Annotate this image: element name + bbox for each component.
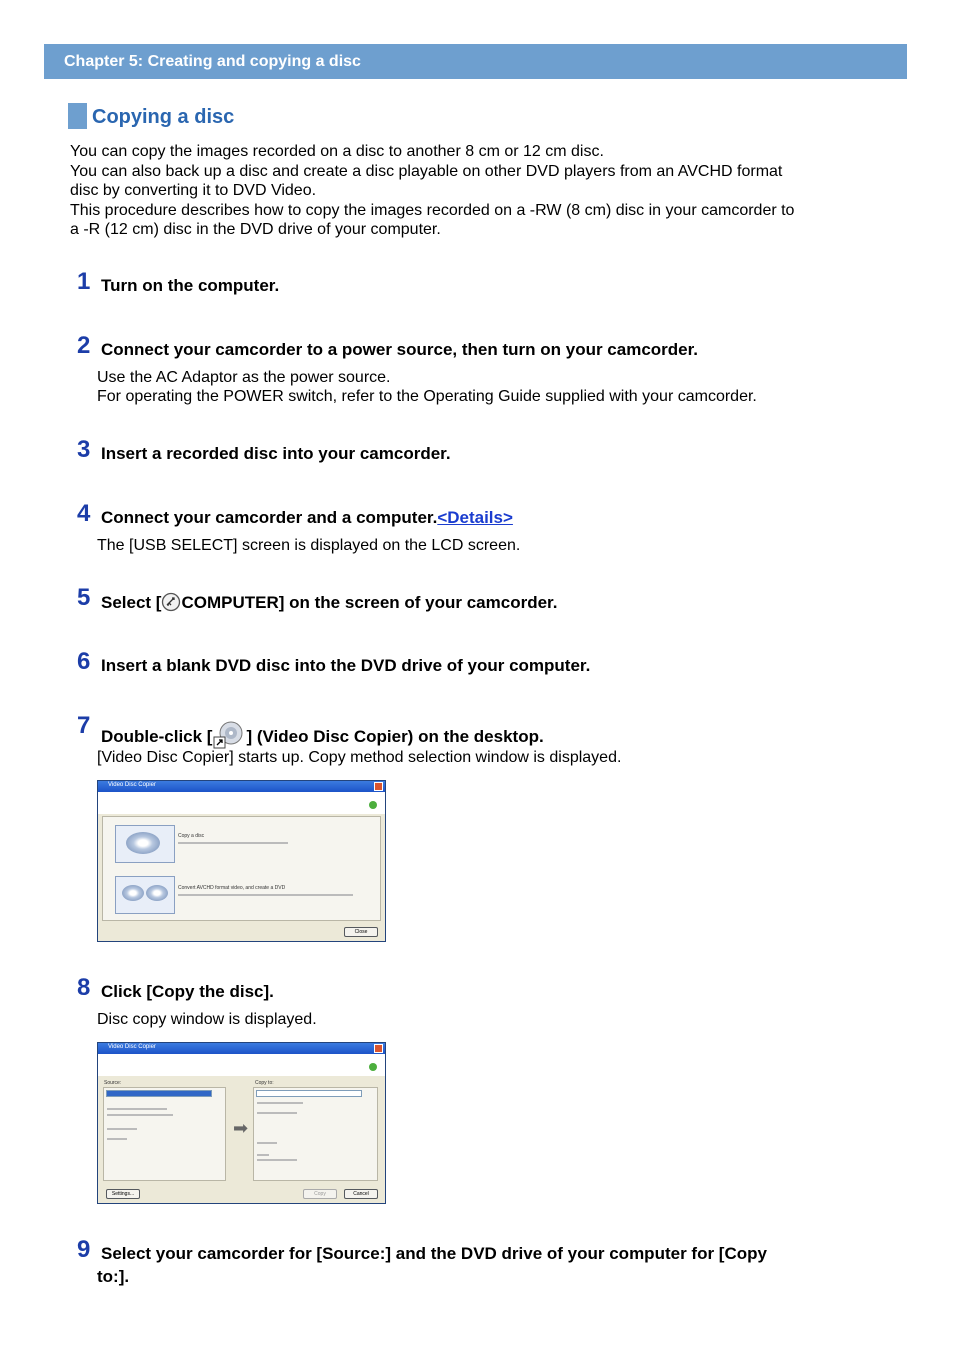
step-heading: Select your camcorder for [Source:] and the DVD drive of your computer for [Copy	[101, 1244, 767, 1263]
step-heading: Turn on the computer.	[101, 276, 280, 295]
intro-line: You can also back up a disc and create a disc playable on other DVD players from an AVCHD format	[70, 162, 783, 180]
intro-paragraph	[70, 142, 794, 240]
step-note: The [USB SELECT] screen is displayed on the LCD screen.	[97, 537, 521, 554]
step-number: 9	[77, 1236, 91, 1263]
close-icon	[374, 782, 383, 791]
step-heading-text: Connect your camcorder and a computer.	[101, 508, 438, 527]
help-icon	[369, 1063, 377, 1071]
intro-line: This procedure describes how to copy the images recorded on a -RW (8 cm) disc in your camcorder to	[70, 201, 795, 219]
window-titlebar	[98, 1043, 385, 1054]
step-note: Use the AC Adaptor as the power source.	[97, 369, 391, 386]
step-number: 7	[77, 712, 91, 739]
step-heading: Connect your camcorder to a power source, then turn on your camcorder.	[101, 340, 699, 359]
source-label: Source:	[104, 1080, 122, 1086]
step-note: Disc copy window is displayed.	[97, 1011, 317, 1028]
window-header	[98, 1054, 385, 1076]
convert-avchd-option-button	[115, 876, 175, 914]
step-number: 2	[77, 332, 91, 359]
copy-method-window-screenshot	[97, 780, 386, 942]
step-note: [Video Disc Copier] starts up. Copy method selection window is displayed.	[97, 749, 622, 766]
details-link[interactable]: <Details>	[437, 508, 513, 527]
step-heading: Click [Copy the disc].	[101, 982, 274, 1001]
window-header	[98, 792, 385, 814]
copy-disc-option-button	[115, 825, 175, 863]
step-heading: to:].	[97, 1267, 130, 1286]
source-select	[106, 1090, 212, 1097]
copy-button: Copy	[303, 1189, 337, 1199]
chapter-header	[44, 44, 907, 79]
step-heading-text: Select [	[101, 593, 162, 612]
option-title: Convert AVCHD format video, and create a DVD	[178, 885, 286, 891]
source-panel	[103, 1087, 226, 1181]
intro-line: disc by converting it to DVD Video.	[70, 182, 317, 200]
step-heading-text: ] (Video Disc Copier) on the desktop.	[246, 727, 544, 746]
copy-to-panel	[253, 1087, 378, 1181]
settings-button: Settings...	[106, 1189, 140, 1199]
chapter-title: Chapter 5: Creating and copying a disc	[64, 53, 361, 70]
step-number: 5	[77, 584, 91, 611]
step-heading: Insert a recorded disc into your camcorder.	[101, 444, 451, 463]
step-number: 4	[77, 500, 91, 527]
intro-line: a -R (12 cm) disc in the DVD drive of your computer.	[70, 221, 441, 239]
disc-copy-window-screenshot	[97, 1042, 386, 1204]
close-icon	[374, 1044, 383, 1053]
step-number: 6	[77, 648, 91, 675]
arrow-right-icon: ➡	[233, 1118, 249, 1138]
window-titlebar	[98, 781, 385, 792]
section-title: Copying a disc	[92, 106, 235, 128]
copy-to-label: Copy to:	[255, 1080, 274, 1086]
section-marker	[68, 103, 87, 129]
step-heading	[101, 592, 557, 617]
step-note: For operating the POWER switch, refer to the Operating Guide supplied with your camcorder.	[97, 388, 757, 405]
intro-line: You can copy the images recorded on a disc to another 8 cm or 12 cm disc.	[70, 143, 604, 160]
step-number: 8	[77, 974, 91, 1001]
step-number: 3	[77, 436, 91, 463]
step-heading	[101, 508, 513, 528]
cancel-button: Cancel	[344, 1189, 378, 1199]
close-button: Close	[344, 927, 378, 937]
computer-usb-icon	[161, 592, 181, 617]
window-title: Video Disc Copier	[108, 782, 156, 788]
step-number: 1	[77, 268, 91, 295]
help-icon	[369, 801, 377, 809]
window-title: Video Disc Copier	[108, 1044, 156, 1050]
step-heading-text: COMPUTER] on the screen of your camcorder.	[181, 593, 558, 612]
step-heading: Insert a blank DVD disc into the DVD drive of your computer.	[101, 656, 591, 675]
step-heading-text: Double-click [	[101, 727, 213, 746]
copy-to-select	[256, 1090, 362, 1097]
option-title: Copy a disc	[178, 833, 205, 839]
